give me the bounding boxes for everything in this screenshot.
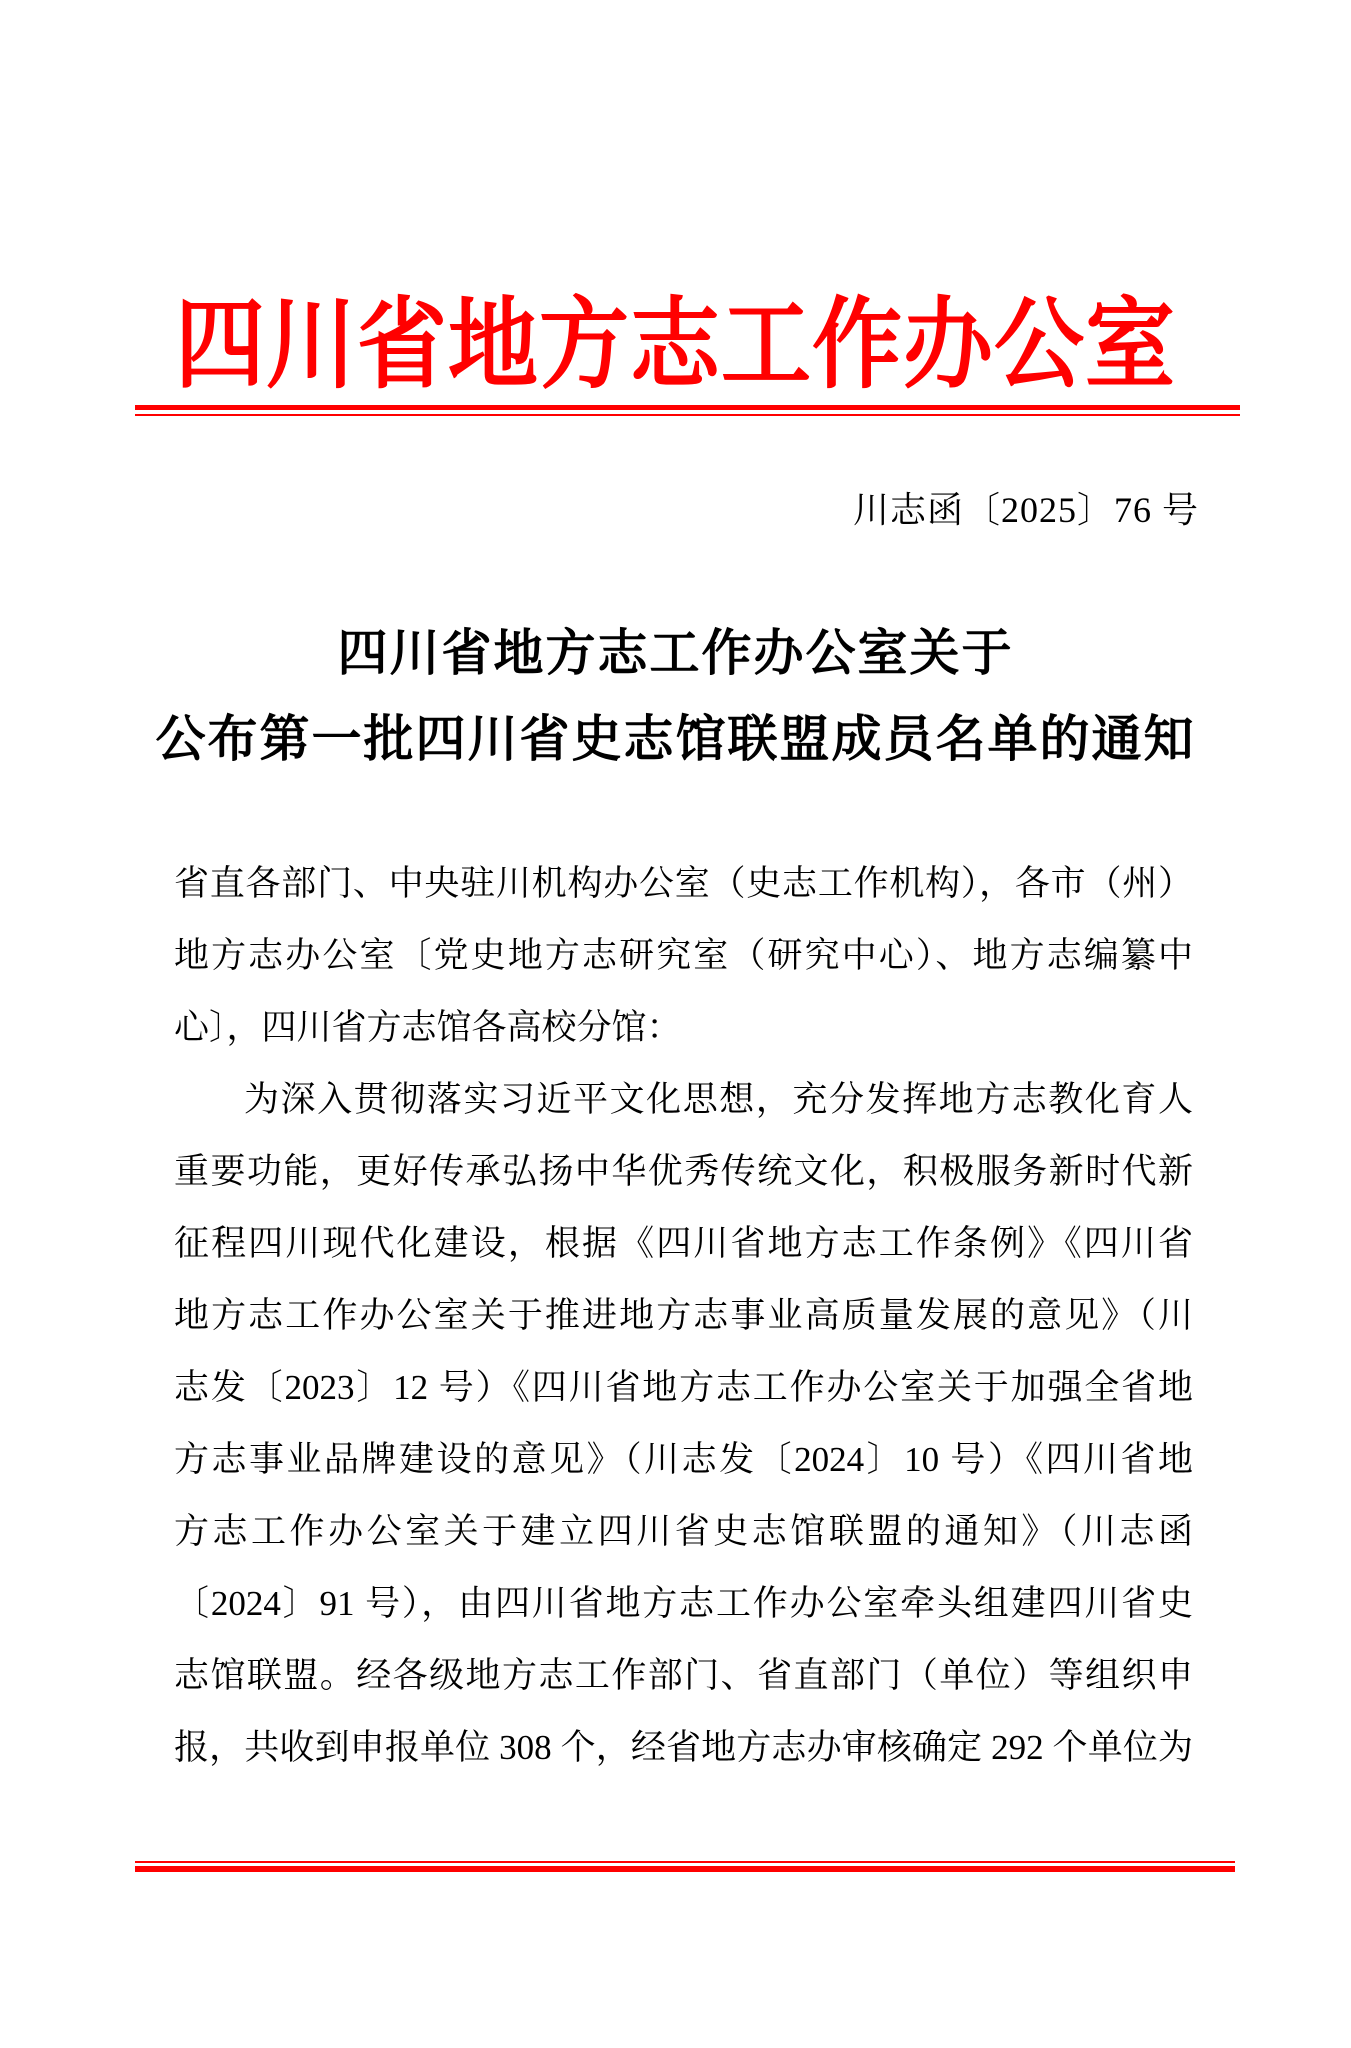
letterhead-org-name: 四川省地方志工作办公室 [175,291,1176,401]
letterhead-divider-thick-line [135,405,1240,410]
body-line: 志馆联盟。经各级地方志工作部门、省直部门（单位）等组织申 [174,1656,1193,1695]
body-line: 省直各部门、中央驻川机构办公室（史志工作机构），各市（州） [174,864,1193,903]
document-title-line1: 四川省地方志工作办公室关于 [337,625,1014,681]
document-number: 川志函〔2025〕76 号 [852,490,1199,530]
body-line: 方志事业品牌建设的意见》（川志发〔2024〕10 号）《四川省地 [174,1440,1193,1479]
body-line: 重要功能，更好传承弘扬中华优秀传统文化，积极服务新时代新 [174,1152,1193,1191]
document-title [0,610,1351,782]
letterhead-divider-thin-line [135,414,1240,416]
body-line: 心〕，四川省方志馆各高校分馆： [174,1008,682,1047]
body-line: 为深入贯彻落实习近平文化思想，充分发挥地方志教化育人 [244,1080,1193,1119]
body-line: 地方志工作办公室关于推进地方志事业高质量发展的意见》（川 [174,1296,1193,1335]
letterhead-divider [135,405,1240,416]
footer-divider-thick-line [135,1866,1235,1872]
document-title-line2: 公布第一批四川省史志馆联盟成员名单的通知 [155,711,1196,767]
body-line: 志发〔2023〕12 号）《四川省地方志工作办公室关于加强全省地 [174,1368,1193,1407]
footer-divider [135,1861,1235,1872]
body-line: 征程四川现代化建设，根据《四川省地方志工作条例》《四川省 [174,1224,1193,1263]
body-text [174,848,1193,1784]
body-line: 报，共收到申报单位 308 个，经省地方志办审核确定 292 个单位为 [174,1728,1193,1767]
body-line: 方志工作办公室关于建立四川省史志馆联盟的通知》（川志函 [174,1512,1193,1551]
body-line: 〔2024〕91 号），由四川省地方志工作办公室牵头组建四川省史 [174,1584,1193,1623]
body-line: 地方志办公室〔党史地方志研究室（研究中心）、地方志编纂中 [174,936,1193,975]
footer-divider-thin-line [135,1861,1235,1863]
